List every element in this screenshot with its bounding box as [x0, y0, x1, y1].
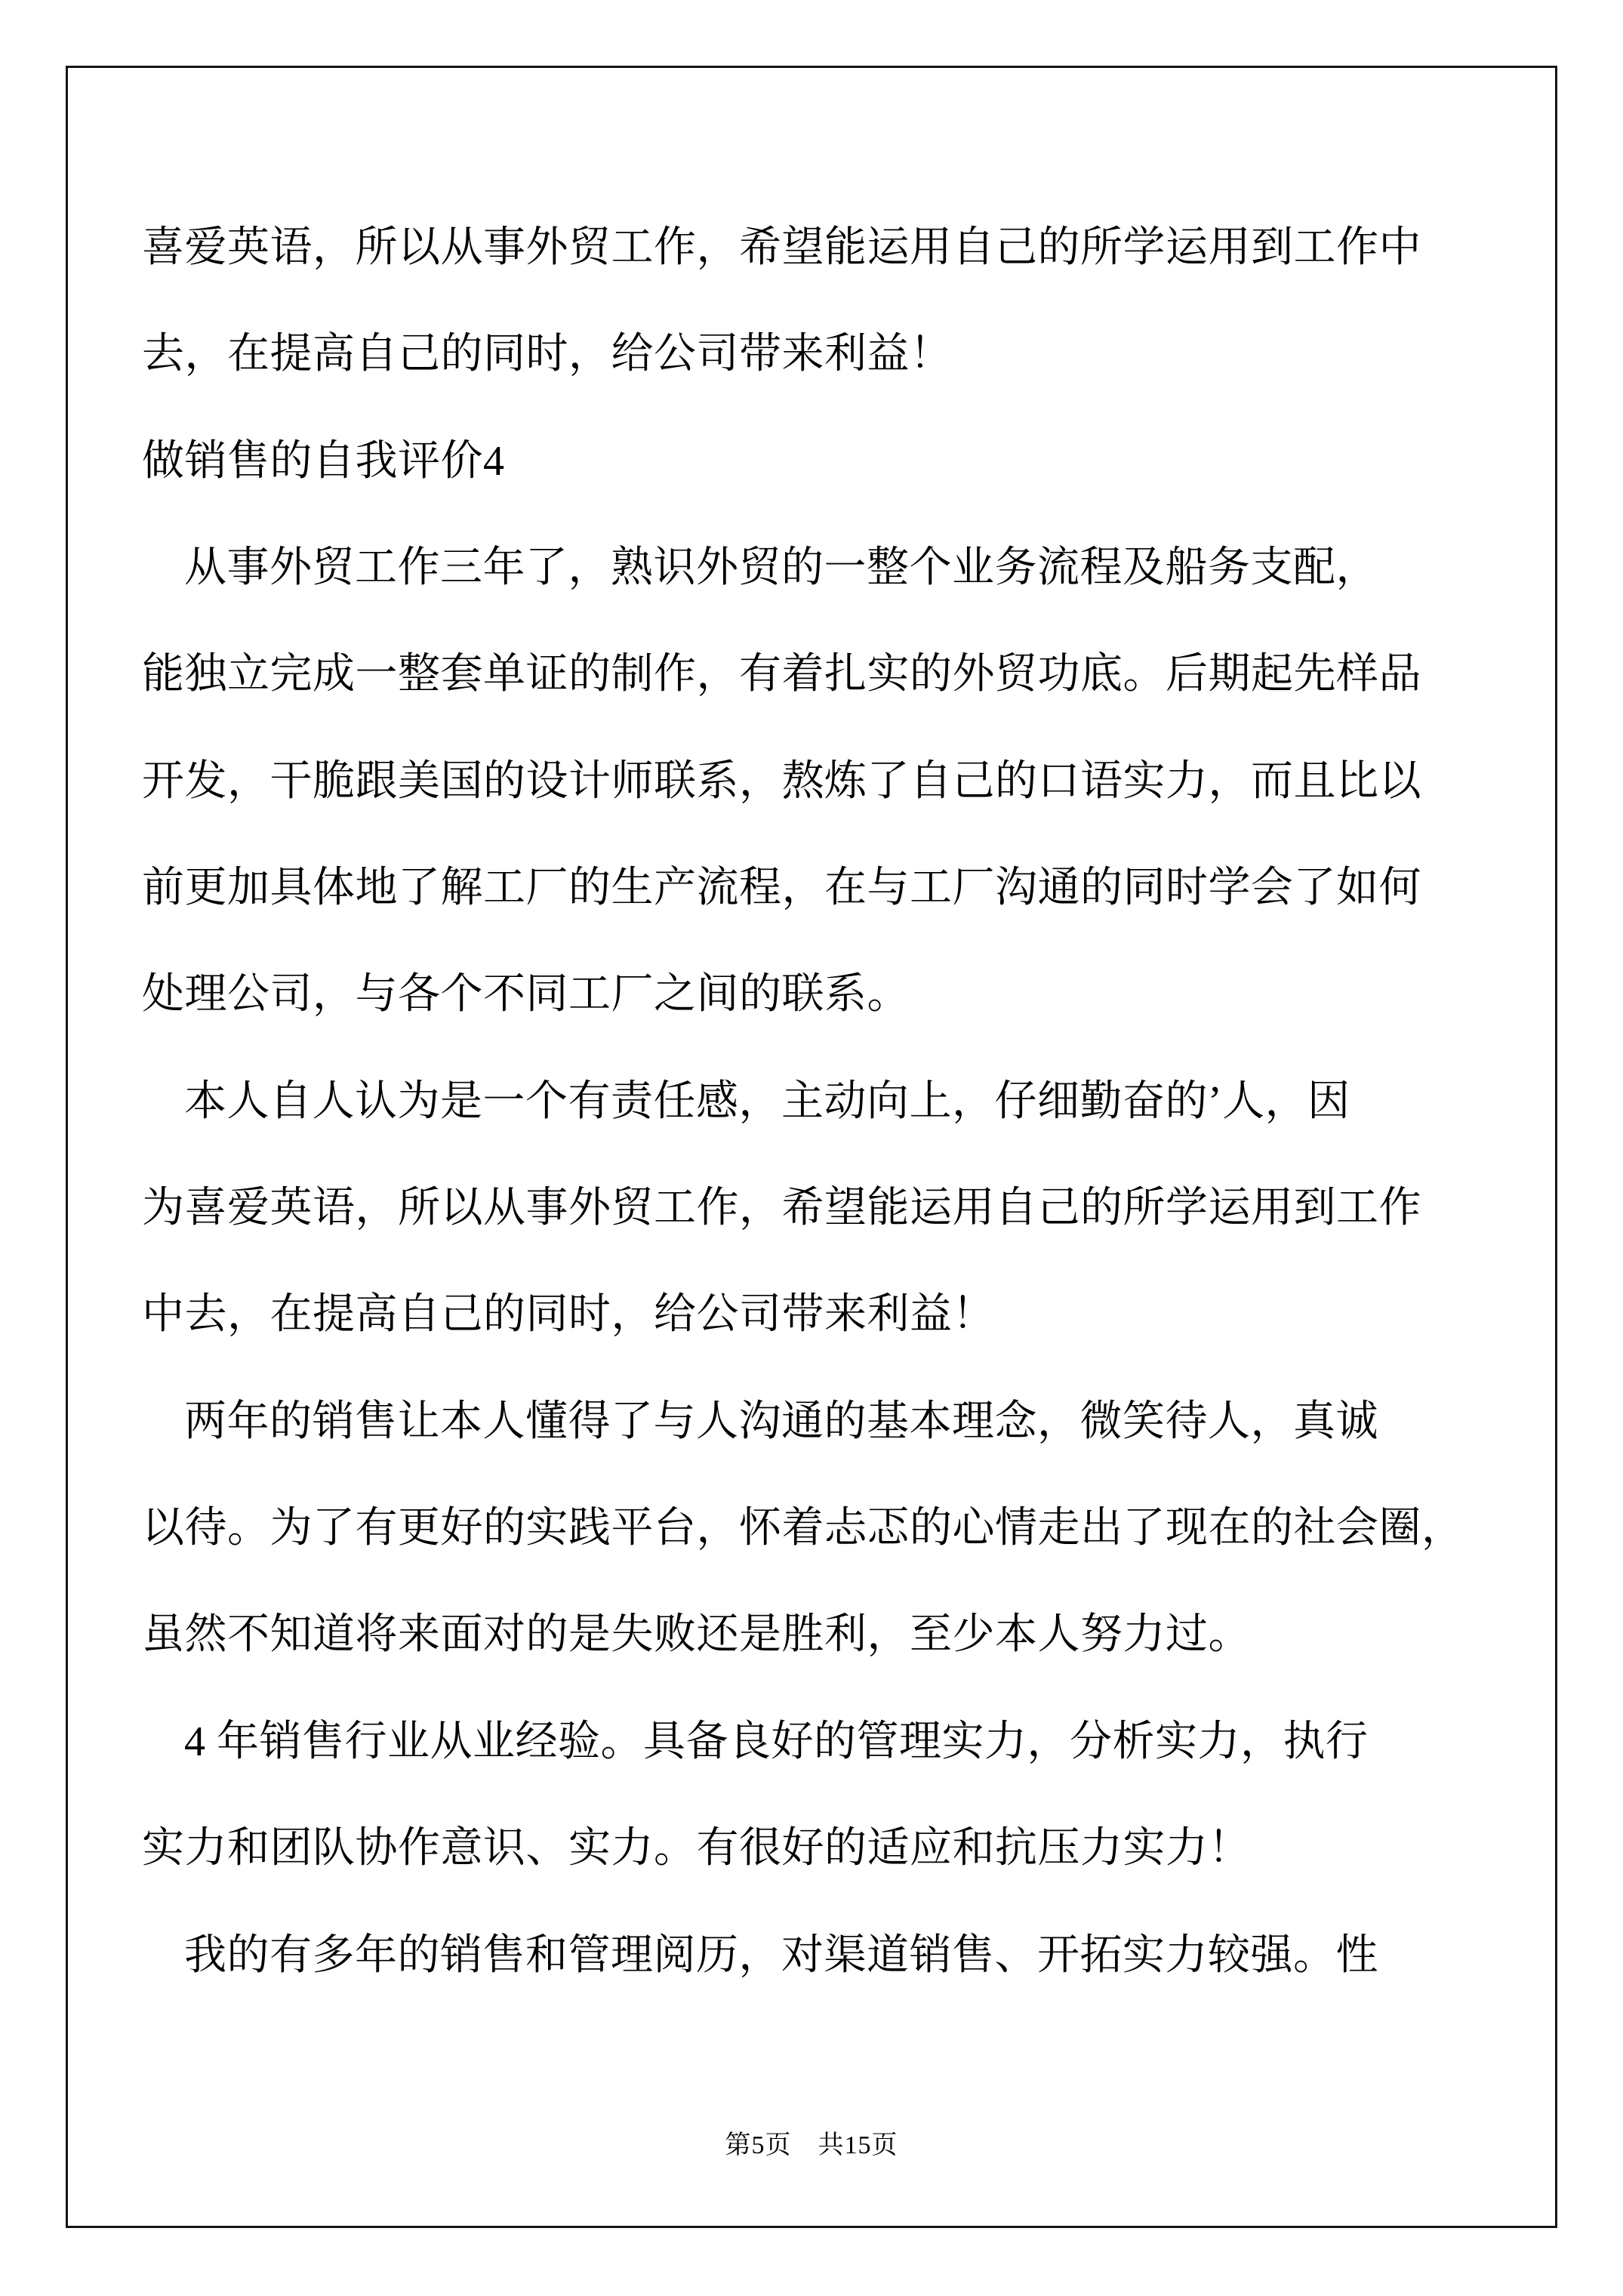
text-line-content: 两年的销售让本人懂得了与人沟通的基本理念，微笑待人，真诚 — [184, 1398, 1378, 1445]
text-line — [142, 1155, 1493, 1262]
text-line-content: 开发，干脆跟美国的设计师联系，熬炼了自己的口语实力，而且比以 — [142, 757, 1421, 805]
text-line-content: 做销售的自我评价4 — [142, 437, 505, 485]
text-line-content: 我的有多年的销售和管理阅历，对渠道销售、开拓实力较强。性 — [184, 1931, 1378, 1979]
text-line-content: 去，在提高自己的同时，给公司带来利益！ — [142, 331, 953, 378]
text-line — [142, 621, 1493, 728]
text-line — [142, 1369, 1493, 1475]
text-line — [142, 1903, 1493, 2009]
text-line — [142, 301, 1493, 408]
text-line — [142, 1049, 1493, 1155]
page-footer — [0, 2123, 1623, 2168]
text-line-content: 4 年销售行业从业经验。具备良好的管理实力，分析实力，执行 — [184, 1718, 1369, 1765]
text-line-content: 本人自人认为是一个有责任感，主动向上，仔细勤奋的’人，因 — [184, 1077, 1350, 1125]
document-body-text — [142, 195, 1493, 2009]
text-line-content: 处理公司，与各个不同工厂之间的联系。 — [142, 971, 910, 1019]
text-line — [142, 1582, 1493, 1688]
text-line — [142, 515, 1493, 621]
text-line — [142, 835, 1493, 942]
text-line-content: 前更加具体地了解工厂的生产流程，在与工厂沟通的同时学会了如何 — [142, 864, 1421, 912]
text-line — [142, 1262, 1493, 1368]
text-line — [142, 1475, 1493, 1582]
text-line — [142, 1795, 1493, 1902]
text-line-content: 中去，在提高自己的同时，给公司带来利益！ — [142, 1291, 995, 1339]
text-line — [142, 1689, 1493, 1795]
page-number-indicator: 第5页 共15页 — [725, 2131, 898, 2159]
text-line-content: 虽然不知道将来面对的是失败还是胜利，至少本人努力过。 — [142, 1611, 1251, 1659]
text-line — [142, 195, 1493, 301]
text-line-content: 能独立完成一整套单证的制作，有着扎实的外贸功底。后期起先样品 — [142, 651, 1421, 698]
text-line-content: 喜爱英语，所以从事外贸工作，希望能运用自己的所学运用到工作中 — [142, 224, 1421, 271]
text-line-content: 以待。为了有更好的实践平台，怀着忐忑的心情走出了现在的社会圈， — [142, 1505, 1464, 1552]
text-line — [142, 942, 1493, 1048]
text-line — [142, 408, 1493, 515]
text-line-content: 实力和团队协作意识、实力。有很好的适应和抗压力实力！ — [142, 1825, 1251, 1872]
text-line-content: 为喜爱英语，所以从事外贸工作，希望能运用自己的所学运用到工作 — [142, 1185, 1421, 1232]
text-line-content: 从事外贸工作三年了，熟识外贸的一整个业务流程及船务支配， — [184, 544, 1378, 592]
text-line — [142, 729, 1493, 835]
